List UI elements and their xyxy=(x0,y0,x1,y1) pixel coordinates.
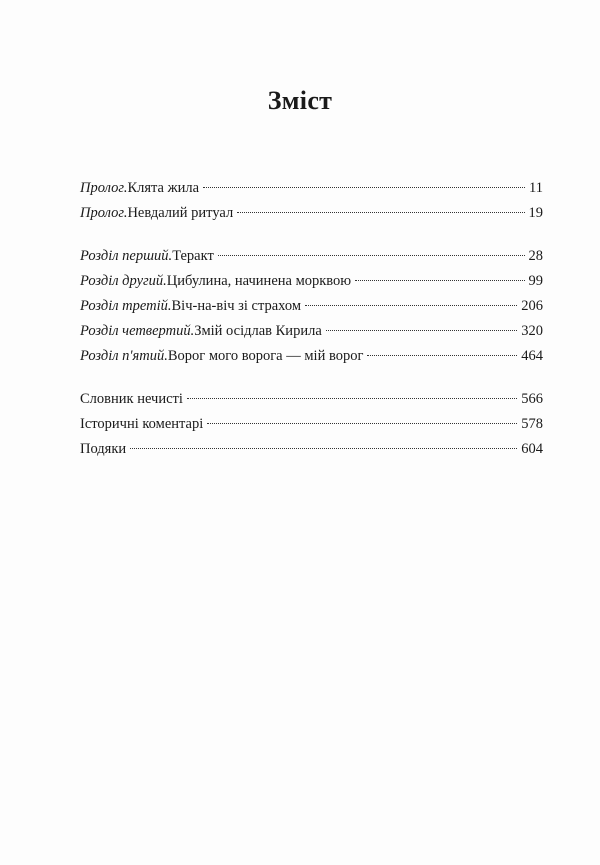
toc-entry[interactable] xyxy=(80,294,543,319)
toc-entry-title: Словник нечисті xyxy=(80,391,183,407)
toc-entry-page: 206 xyxy=(521,298,543,314)
toc-entry-title: Подяки xyxy=(80,441,127,457)
toc-entry-title: Клята жила xyxy=(127,180,200,196)
dot-leader xyxy=(203,187,525,188)
toc-entry-page: 11 xyxy=(529,180,543,196)
toc-entry-page: 19 xyxy=(528,205,543,221)
toc-entry-title: Змій осідлав Кирила xyxy=(194,323,322,339)
toc-entry[interactable] xyxy=(80,244,543,269)
toc-entry-title: Ворог мого ворога — мій ворог xyxy=(167,348,364,364)
toc-entry-title: Віч-на-віч зі страхом xyxy=(171,298,302,314)
page-title: Зміст xyxy=(267,86,333,115)
toc-group-appendices xyxy=(80,387,543,462)
table-of-contents xyxy=(80,176,543,480)
toc-entry-prefix: Розділ третій. xyxy=(80,298,172,314)
toc-entry[interactable] xyxy=(80,269,543,294)
toc-entry-prefix: Розділ четвертий. xyxy=(80,323,195,339)
toc-group-prologues xyxy=(80,176,543,226)
toc-entry[interactable] xyxy=(80,176,543,201)
toc-entry-prefix: Розділ перший. xyxy=(80,248,173,264)
dot-leader xyxy=(207,423,517,424)
toc-entry-prefix: Пролог. xyxy=(80,180,128,196)
toc-entry-page: 604 xyxy=(521,441,543,457)
toc-entry-title: Цибулина, начинена морквою xyxy=(166,273,352,289)
toc-entry-prefix: Розділ другий. xyxy=(80,273,167,289)
toc-entry[interactable] xyxy=(80,344,543,369)
toc-entry[interactable] xyxy=(80,437,543,462)
toc-entry-prefix: Пролог. xyxy=(80,205,128,221)
dot-leader xyxy=(218,255,525,256)
toc-entry-title: Невдалий ритуал xyxy=(127,205,234,221)
toc-entry-prefix: Розділ п'ятий. xyxy=(80,348,168,364)
toc-entry[interactable] xyxy=(80,387,543,412)
toc-entry[interactable] xyxy=(80,319,543,344)
dot-leader xyxy=(326,330,518,331)
toc-entry[interactable] xyxy=(80,201,543,226)
toc-entry-page: 464 xyxy=(521,348,543,364)
toc-entry-page: 578 xyxy=(521,416,543,432)
dot-leader xyxy=(367,355,517,356)
toc-entry-title: Теракт xyxy=(172,248,214,264)
toc-group-chapters xyxy=(80,244,543,369)
toc-entry-page: 320 xyxy=(521,323,543,339)
toc-entry-page: 99 xyxy=(528,273,543,289)
toc-entry-page: 28 xyxy=(528,248,543,264)
dot-leader xyxy=(130,448,517,449)
dot-leader xyxy=(187,398,517,399)
dot-leader xyxy=(237,212,524,213)
dot-leader xyxy=(305,305,517,306)
dot-leader xyxy=(355,280,524,281)
toc-entry[interactable] xyxy=(80,412,543,437)
toc-entry-title: Історичні коментарі xyxy=(80,416,204,432)
toc-entry-page: 566 xyxy=(521,391,543,407)
